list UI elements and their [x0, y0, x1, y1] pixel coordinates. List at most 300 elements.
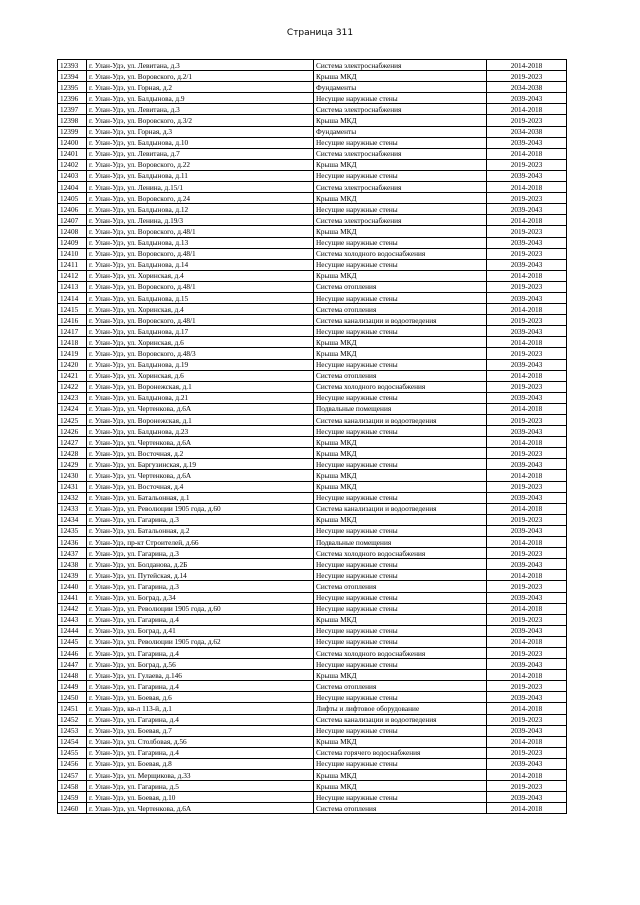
work-type-cell: Несущие наружные стены	[314, 359, 487, 370]
row-number: 12404	[58, 182, 87, 193]
table-row	[58, 292, 567, 303]
period-cell: 2019-2023	[487, 415, 567, 426]
table-row	[58, 559, 567, 570]
table-row	[58, 548, 567, 559]
table-row	[58, 348, 567, 359]
table-row	[58, 459, 567, 470]
address-cell: г. Улан-Удэ, ул. Боград, д.41	[87, 625, 314, 636]
work-type-cell: Система электроснабжения	[314, 182, 487, 193]
table-row	[58, 758, 567, 769]
row-number: 12416	[58, 315, 87, 326]
work-type-cell: Фундаменты	[314, 82, 487, 93]
work-type-cell: Несущие наружные стены	[314, 137, 487, 148]
row-number: 12434	[58, 514, 87, 525]
row-number: 12442	[58, 603, 87, 614]
period-cell: 2019-2023	[487, 481, 567, 492]
row-number: 12459	[58, 792, 87, 803]
row-number: 12457	[58, 770, 87, 781]
table-body	[58, 60, 567, 814]
address-cell: г. Улан-Удэ, ул. Гагарина, д.3	[87, 548, 314, 559]
period-cell: 2039-2043	[487, 426, 567, 437]
table-row	[58, 492, 567, 503]
row-number: 12458	[58, 781, 87, 792]
table-row	[58, 415, 567, 426]
work-type-cell: Крыша МКД	[314, 193, 487, 204]
row-number: 12418	[58, 337, 87, 348]
period-cell: 2039-2043	[487, 204, 567, 215]
row-number: 12445	[58, 636, 87, 647]
period-cell: 2039-2043	[487, 625, 567, 636]
row-number: 12450	[58, 692, 87, 703]
period-cell: 2039-2043	[487, 525, 567, 536]
period-cell: 2019-2023	[487, 315, 567, 326]
table-row	[58, 304, 567, 315]
period-cell: 2039-2043	[487, 592, 567, 603]
work-type-cell: Несущие наружные стены	[314, 625, 487, 636]
table-row	[58, 104, 567, 115]
address-cell: г. Улан-Удэ, ул. Боевая, д.10	[87, 792, 314, 803]
row-number: 12408	[58, 226, 87, 237]
address-cell: г. Улан-Удэ, ул. Болданова, д.2Б	[87, 559, 314, 570]
row-number: 12422	[58, 381, 87, 392]
work-type-cell: Крыша МКД	[314, 437, 487, 448]
period-cell: 2039-2043	[487, 292, 567, 303]
address-cell: г. Улан-Удэ, ул. Балдынова, д.15	[87, 292, 314, 303]
row-number: 12406	[58, 204, 87, 215]
table-row	[58, 115, 567, 126]
address-cell: г. Улан-Удэ, ул. Революции 1905 года, д.62	[87, 636, 314, 647]
row-number: 12412	[58, 270, 87, 281]
address-cell: г. Улан-Удэ, ул. Гагарина, д.3	[87, 514, 314, 525]
period-cell: 2014-2018	[487, 182, 567, 193]
work-type-cell: Крыша МКД	[314, 614, 487, 625]
table-row	[58, 481, 567, 492]
table-row	[58, 237, 567, 248]
row-number: 12449	[58, 681, 87, 692]
address-cell: г. Улан-Удэ, ул. Горная, д.2	[87, 82, 314, 93]
table-row	[58, 659, 567, 670]
address-cell: г. Улан-Удэ, ул. Воронежская, д.1	[87, 381, 314, 392]
period-cell: 2014-2018	[487, 270, 567, 281]
row-number: 12420	[58, 359, 87, 370]
address-cell: г. Улан-Удэ, ул. Балдынова, д.11	[87, 170, 314, 181]
row-number: 12444	[58, 625, 87, 636]
work-type-cell: Несущие наружные стены	[314, 636, 487, 647]
work-type-cell: Фундаменты	[314, 126, 487, 137]
address-cell: г. Улан-Удэ, ул. Боград, д.34	[87, 592, 314, 603]
table-row	[58, 670, 567, 681]
row-number: 12409	[58, 237, 87, 248]
period-cell: 2014-2018	[487, 803, 567, 814]
table-row	[58, 370, 567, 381]
period-cell: 2019-2023	[487, 226, 567, 237]
row-number: 12453	[58, 725, 87, 736]
address-cell: г. Улан-Удэ, ул. Левитана, д.7	[87, 148, 314, 159]
table-row	[58, 215, 567, 226]
row-number: 12441	[58, 592, 87, 603]
table-row	[58, 614, 567, 625]
period-cell: 2014-2018	[487, 703, 567, 714]
address-cell: г. Улан-Удэ, ул. Балдынова, д.17	[87, 326, 314, 337]
address-cell: г. Улан-Удэ, ул. Воронежская, д.1	[87, 415, 314, 426]
table-row	[58, 581, 567, 592]
period-cell: 2014-2018	[487, 570, 567, 581]
table-row	[58, 625, 567, 636]
period-cell: 2019-2023	[487, 714, 567, 725]
period-cell: 2019-2023	[487, 581, 567, 592]
work-type-cell: Несущие наружные стены	[314, 603, 487, 614]
work-type-cell: Несущие наружные стены	[314, 292, 487, 303]
period-cell: 2014-2018	[487, 403, 567, 414]
work-type-cell: Несущие наружные стены	[314, 259, 487, 270]
period-cell: 2019-2023	[487, 248, 567, 259]
row-number: 12399	[58, 126, 87, 137]
address-cell: г. Улан-Удэ, ул. Хоринская, д.6	[87, 370, 314, 381]
work-type-cell: Крыша МКД	[314, 736, 487, 747]
address-cell: г. Улан-Удэ, ул. Хоринская, д.4	[87, 304, 314, 315]
table-row	[58, 570, 567, 581]
table-row	[58, 326, 567, 337]
period-cell: 2039-2043	[487, 237, 567, 248]
period-cell: 2039-2043	[487, 392, 567, 403]
table-row	[58, 82, 567, 93]
address-cell: г. Улан-Удэ, ул. Воровского, д.2/1	[87, 71, 314, 82]
table-row	[58, 315, 567, 326]
work-type-cell: Система канализации и водоотведения	[314, 315, 487, 326]
period-cell: 2019-2023	[487, 448, 567, 459]
address-cell: г. Улан-Удэ, ул. Балдынова, д.13	[87, 237, 314, 248]
table-row	[58, 403, 567, 414]
period-cell: 2019-2023	[487, 647, 567, 658]
address-cell: г. Улан-Удэ, ул. Балдынова, д.12	[87, 204, 314, 215]
address-cell: г. Улан-Удэ, ул. Гагарина, д.4	[87, 714, 314, 725]
table-row	[58, 148, 567, 159]
address-cell: г. Улан-Удэ, пр-кт Строителей, д.66	[87, 537, 314, 548]
address-cell: г. Улан-Удэ, ул. Гагарина, д.4	[87, 647, 314, 658]
period-cell: 2014-2018	[487, 370, 567, 381]
work-type-cell: Несущие наружные стены	[314, 459, 487, 470]
row-number: 12395	[58, 82, 87, 93]
address-cell: г. Улан-Удэ, ул. Ленина, д.19/3	[87, 215, 314, 226]
table-row	[58, 359, 567, 370]
row-number: 12433	[58, 503, 87, 514]
row-number: 12394	[58, 71, 87, 82]
address-cell: г. Улан-Удэ, ул. Гагарина, д.5	[87, 781, 314, 792]
address-cell: г. Улан-Удэ, ул. Чертенкова, д.6А	[87, 470, 314, 481]
period-cell: 2014-2018	[487, 636, 567, 647]
row-number: 12437	[58, 548, 87, 559]
address-cell: г. Улан-Удэ, ул. Гагарина, д.4	[87, 747, 314, 758]
row-number: 12419	[58, 348, 87, 359]
work-type-cell: Несущие наружные стены	[314, 326, 487, 337]
table-row	[58, 714, 567, 725]
period-cell: 2039-2043	[487, 326, 567, 337]
row-number: 12396	[58, 93, 87, 104]
work-type-cell: Несущие наружные стены	[314, 204, 487, 215]
period-cell: 2039-2043	[487, 170, 567, 181]
period-cell: 2019-2023	[487, 281, 567, 292]
table-row	[58, 259, 567, 270]
address-cell: г. Улан-Удэ, ул. Батальонная, д.2	[87, 525, 314, 536]
work-type-cell: Крыша МКД	[314, 71, 487, 82]
address-cell: г. Улан-Удэ, ул. Воровского, д.3/2	[87, 115, 314, 126]
row-number: 12451	[58, 703, 87, 714]
row-number: 12429	[58, 459, 87, 470]
row-number: 12425	[58, 415, 87, 426]
period-cell: 2014-2018	[487, 736, 567, 747]
row-number: 12411	[58, 259, 87, 270]
work-type-cell: Лифты и лифтовое оборудование	[314, 703, 487, 714]
row-number: 12405	[58, 193, 87, 204]
table-row	[58, 448, 567, 459]
period-cell: 2019-2023	[487, 747, 567, 758]
work-type-cell: Крыша МКД	[314, 159, 487, 170]
row-number: 12447	[58, 659, 87, 670]
address-cell: г. Улан-Удэ, ул. Воровского, д.48/1	[87, 281, 314, 292]
work-type-cell: Система холодного водоснабжения	[314, 548, 487, 559]
work-type-cell: Система горячего водоснабжения	[314, 747, 487, 758]
period-cell: 2039-2043	[487, 659, 567, 670]
row-number: 12413	[58, 281, 87, 292]
work-type-cell: Несущие наружные стены	[314, 592, 487, 603]
address-cell: г. Улан-Удэ, ул. Воровского, д.48/1	[87, 248, 314, 259]
table-row	[58, 270, 567, 281]
address-cell: г. Улан-Удэ, ул. Воровского, д.48/1	[87, 315, 314, 326]
work-type-cell: Крыша МКД	[314, 781, 487, 792]
address-cell: г. Улан-Удэ, ул. Левитана, д.3	[87, 60, 314, 71]
address-cell: г. Улан-Удэ, кв-л 113-й, д.1	[87, 703, 314, 714]
table-row	[58, 426, 567, 437]
table-row	[58, 337, 567, 348]
work-type-cell: Несущие наружные стены	[314, 758, 487, 769]
row-number: 12393	[58, 60, 87, 71]
address-cell: г. Улан-Удэ, ул. Столбовая, д.56	[87, 736, 314, 747]
period-cell: 2014-2018	[487, 670, 567, 681]
period-cell: 2019-2023	[487, 193, 567, 204]
repair-schedule-table	[57, 59, 567, 814]
address-cell: г. Улан-Удэ, ул. Ленина, д.15/1	[87, 182, 314, 193]
table-row	[58, 159, 567, 170]
row-number: 12426	[58, 426, 87, 437]
work-type-cell: Крыша МКД	[314, 514, 487, 525]
work-type-cell: Система холодного водоснабжения	[314, 381, 487, 392]
period-cell: 2019-2023	[487, 348, 567, 359]
row-number: 12398	[58, 115, 87, 126]
work-type-cell: Крыша МКД	[314, 348, 487, 359]
work-type-cell: Крыша МКД	[314, 115, 487, 126]
period-cell: 2014-2018	[487, 437, 567, 448]
row-number: 12436	[58, 537, 87, 548]
address-cell: г. Улан-Удэ, ул. Балдынова, д.19	[87, 359, 314, 370]
address-cell: г. Улан-Удэ, ул. Балдынова, д.10	[87, 137, 314, 148]
address-cell: г. Улан-Удэ, ул. Хоринская, д.4	[87, 270, 314, 281]
work-type-cell: Крыша МКД	[314, 470, 487, 481]
row-number: 12410	[58, 248, 87, 259]
period-cell: 2039-2043	[487, 459, 567, 470]
work-type-cell: Несущие наружные стены	[314, 93, 487, 104]
address-cell: г. Улан-Удэ, ул. Восточная, д.4	[87, 481, 314, 492]
work-type-cell: Система электроснабжения	[314, 148, 487, 159]
period-cell: 2019-2023	[487, 614, 567, 625]
row-number: 12456	[58, 758, 87, 769]
address-cell: г. Улан-Удэ, ул. Воровского, д.22	[87, 159, 314, 170]
work-type-cell: Подвальные помещения	[314, 403, 487, 414]
address-cell: г. Улан-Удэ, ул. Революции 1905 года, д.60	[87, 603, 314, 614]
work-type-cell: Система канализации и водоотведения	[314, 415, 487, 426]
work-type-cell: Несущие наружные стены	[314, 792, 487, 803]
address-cell: г. Улан-Удэ, ул. Балдынова, д.23	[87, 426, 314, 437]
period-cell: 2019-2023	[487, 381, 567, 392]
work-type-cell: Несущие наружные стены	[314, 525, 487, 536]
address-cell: г. Улан-Удэ, ул. Балдынова, д.14	[87, 259, 314, 270]
address-cell: г. Улан-Удэ, ул. Балдынова, д.9	[87, 93, 314, 104]
period-cell: 2019-2023	[487, 548, 567, 559]
row-number: 12432	[58, 492, 87, 503]
table-row	[58, 592, 567, 603]
address-cell: г. Улан-Удэ, ул. Революции 1905 года, д.60	[87, 503, 314, 514]
address-cell: г. Улан-Удэ, ул. Боград, д.56	[87, 659, 314, 670]
period-cell: 2039-2043	[487, 758, 567, 769]
period-cell: 2039-2043	[487, 725, 567, 736]
work-type-cell: Система электроснабжения	[314, 60, 487, 71]
period-cell: 2039-2043	[487, 559, 567, 570]
period-cell: 2039-2043	[487, 692, 567, 703]
work-type-cell: Система отопления	[314, 681, 487, 692]
row-number: 12397	[58, 104, 87, 115]
row-number: 12448	[58, 670, 87, 681]
table-row	[58, 470, 567, 481]
work-type-cell: Система отопления	[314, 581, 487, 592]
work-type-cell: Несущие наружные стены	[314, 237, 487, 248]
period-cell: 2014-2018	[487, 603, 567, 614]
address-cell: г. Улан-Удэ, ул. Гагарина, д.4	[87, 681, 314, 692]
work-type-cell: Крыша МКД	[314, 448, 487, 459]
work-type-cell: Система отопления	[314, 803, 487, 814]
row-number: 12428	[58, 448, 87, 459]
table-row	[58, 636, 567, 647]
row-number: 12403	[58, 170, 87, 181]
period-cell: 2014-2018	[487, 503, 567, 514]
address-cell: г. Улан-Удэ, ул. Боевая, д.8	[87, 758, 314, 769]
period-cell: 2019-2023	[487, 115, 567, 126]
work-type-cell: Система отопления	[314, 370, 487, 381]
period-cell: 2014-2018	[487, 470, 567, 481]
address-cell: г. Улан-Удэ, ул. Балдынова, д.21	[87, 392, 314, 403]
work-type-cell: Несущие наружные стены	[314, 659, 487, 670]
table-row	[58, 603, 567, 614]
period-cell: 2039-2043	[487, 492, 567, 503]
period-cell: 2014-2018	[487, 304, 567, 315]
period-cell: 2019-2023	[487, 159, 567, 170]
work-type-cell: Система холодного водоснабжения	[314, 248, 487, 259]
table-row	[58, 93, 567, 104]
row-number: 12452	[58, 714, 87, 725]
work-type-cell: Система электроснабжения	[314, 215, 487, 226]
table-row	[58, 193, 567, 204]
table-row	[58, 792, 567, 803]
table-row	[58, 71, 567, 82]
table-row	[58, 204, 567, 215]
period-cell: 2014-2018	[487, 148, 567, 159]
table-row	[58, 137, 567, 148]
address-cell: г. Улан-Удэ, ул. Мерщикова, д.33	[87, 770, 314, 781]
table-row	[58, 781, 567, 792]
table-row	[58, 182, 567, 193]
work-type-cell: Система канализации и водоотведения	[314, 503, 487, 514]
address-cell: г. Улан-Удэ, ул. Боевая, д.6	[87, 692, 314, 703]
period-cell: 2019-2023	[487, 781, 567, 792]
row-number: 12427	[58, 437, 87, 448]
page-title: Страница 311	[286, 28, 354, 38]
work-type-cell: Несущие наружные стены	[314, 392, 487, 403]
row-number: 12455	[58, 747, 87, 758]
table-row	[58, 803, 567, 814]
period-cell: 2039-2043	[487, 259, 567, 270]
address-cell: г. Улан-Удэ, ул. Боевая, д.7	[87, 725, 314, 736]
work-type-cell: Крыша МКД	[314, 770, 487, 781]
table-row	[58, 647, 567, 658]
table-row	[58, 703, 567, 714]
address-cell: г. Улан-Удэ, ул. Чертенкова, д.6А	[87, 403, 314, 414]
table-row	[58, 537, 567, 548]
address-cell: г. Улан-Удэ, ул. Хоринская, д.6	[87, 337, 314, 348]
row-number: 12454	[58, 736, 87, 747]
row-number: 12439	[58, 570, 87, 581]
row-number: 12440	[58, 581, 87, 592]
address-cell: г. Улан-Удэ, ул. Баргузинская, д.19	[87, 459, 314, 470]
row-number: 12431	[58, 481, 87, 492]
table-row	[58, 226, 567, 237]
address-cell: г. Улан-Удэ, ул. Чертенкова, д.6А	[87, 803, 314, 814]
period-cell: 2014-2018	[487, 770, 567, 781]
row-number: 12415	[58, 304, 87, 315]
row-number: 12414	[58, 292, 87, 303]
table-row	[58, 281, 567, 292]
period-cell: 2034-2038	[487, 82, 567, 93]
work-type-cell: Крыша МКД	[314, 481, 487, 492]
work-type-cell: Крыша МКД	[314, 337, 487, 348]
address-cell: г. Улан-Удэ, ул. Воровского, д.48/3	[87, 348, 314, 359]
table-row	[58, 736, 567, 747]
address-cell: г. Улан-Удэ, ул. Батальонная, д.1	[87, 492, 314, 503]
row-number: 12417	[58, 326, 87, 337]
period-cell: 2014-2018	[487, 215, 567, 226]
row-number: 12443	[58, 614, 87, 625]
table-row	[58, 770, 567, 781]
table-row	[58, 747, 567, 758]
row-number: 12435	[58, 525, 87, 536]
row-number: 12438	[58, 559, 87, 570]
address-cell: г. Улан-Удэ, ул. Чертенкова, д.6А	[87, 437, 314, 448]
address-cell: г. Улан-Удэ, ул. Воровского, д.24	[87, 193, 314, 204]
table-row	[58, 514, 567, 525]
work-type-cell: Система холодного водоснабжения	[314, 647, 487, 658]
period-cell: 2039-2043	[487, 792, 567, 803]
work-type-cell: Система электроснабжения	[314, 104, 487, 115]
row-number: 12446	[58, 647, 87, 658]
row-number: 12430	[58, 470, 87, 481]
table-row	[58, 381, 567, 392]
table-row	[58, 503, 567, 514]
period-cell: 2019-2023	[487, 681, 567, 692]
work-type-cell: Система канализации и водоотведения	[314, 714, 487, 725]
table-row	[58, 692, 567, 703]
row-number: 12424	[58, 403, 87, 414]
row-number: 12402	[58, 159, 87, 170]
period-cell: 2039-2043	[487, 359, 567, 370]
row-number: 12423	[58, 392, 87, 403]
address-cell: г. Улан-Удэ, ул. Путейская, д.14	[87, 570, 314, 581]
